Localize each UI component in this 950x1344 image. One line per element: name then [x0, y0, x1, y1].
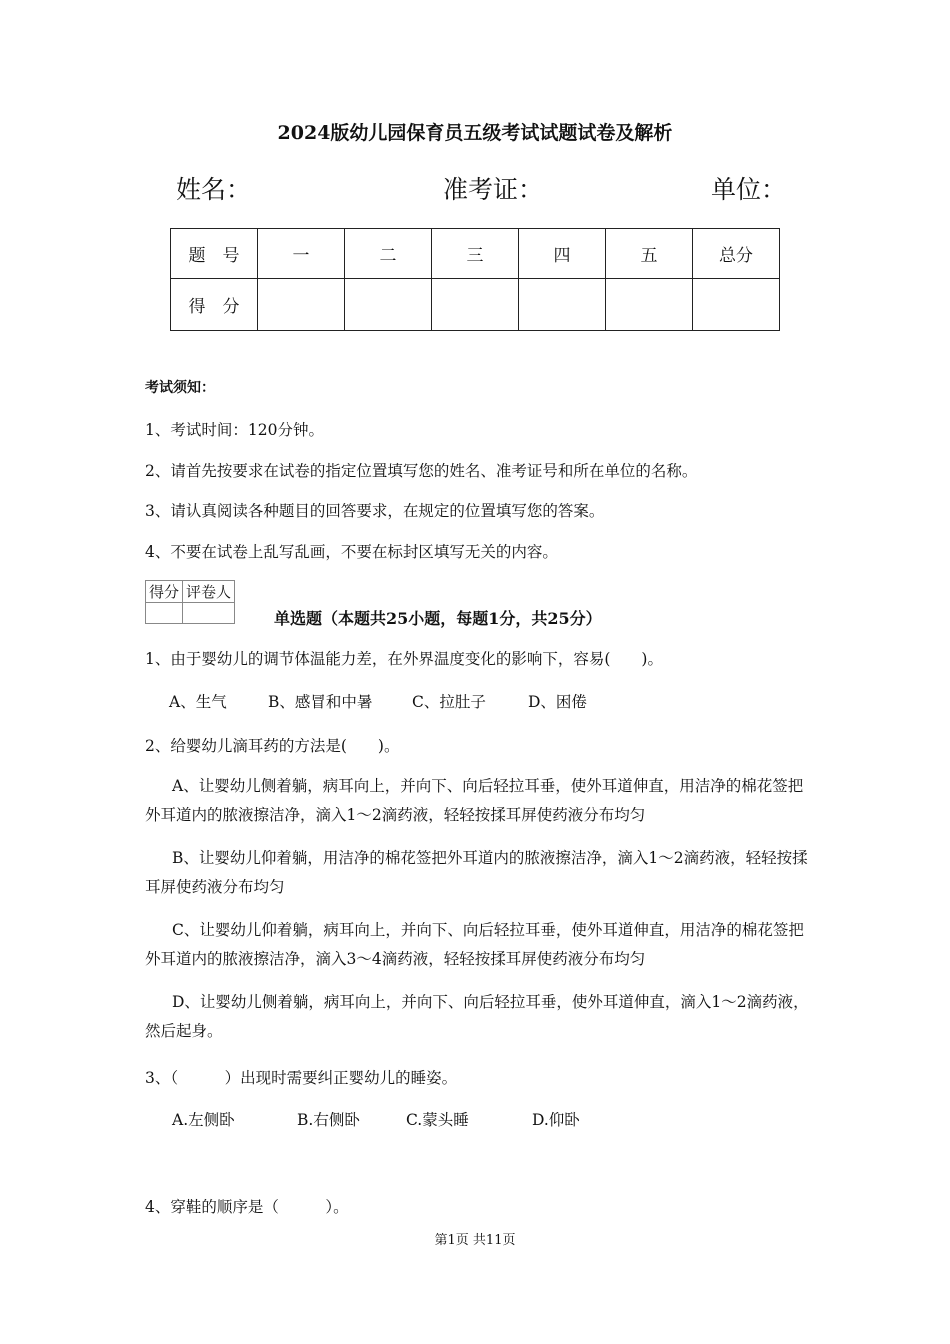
unit-field-label: 单位：	[711, 175, 787, 204]
document-title: 2024版幼儿园保育员五级考试试题试卷及解析	[277, 122, 673, 144]
question-stem: 4、穿鞋的顺序是（ ）。	[145, 1198, 349, 1216]
notice-item: 1、考试时间：120分钟。	[145, 421, 324, 439]
score-cell[interactable]	[345, 279, 432, 331]
score-table-score-row	[171, 279, 780, 331]
score-cell[interactable]	[519, 279, 606, 331]
answer-option: C、让婴幼儿仰着躺，病耳向上，并向下、向后轻拉耳垂，使外耳道伸直，用洁净的棉花签把外耳道内的脓液擦洁净，滴入3～4滴药液，轻轻按揉耳屏使药液分布均匀	[145, 921, 804, 968]
score-cell[interactable]	[693, 279, 780, 331]
score-table-header-cell: 总分	[693, 229, 780, 279]
score-table-header-row	[171, 229, 780, 279]
score-table-header-cell: 题 号	[171, 229, 258, 279]
score-table-header-cell: 四	[519, 229, 606, 279]
score-table-header-cell: 一	[258, 229, 345, 279]
question-stem: 3、（ ）出现时需要纠正婴幼儿的睡姿。	[145, 1069, 458, 1087]
exam-id-field-label: 准考证：	[443, 175, 544, 204]
answer-option: B、让婴幼儿仰着躺，用洁净的棉花签把外耳道内的脓液擦洁净，滴入1～2滴药液，轻轻按揉耳屏使药液分布均匀	[145, 849, 808, 896]
notice-item: 3、请认真阅读各种题目的回答要求，在规定的位置填写您的答案。	[145, 502, 605, 520]
answer-option: C.蒙头睡	[406, 1111, 469, 1129]
page-footer: 第1页 共11页	[434, 1233, 516, 1248]
section-title: 单选题（本题共25小题，每题1分，共25分）	[274, 609, 602, 628]
notice-item: 2、请首先按要求在试卷的指定位置填写您的姓名、准考证号和所在单位的名称。	[145, 462, 698, 480]
answer-option: A、生气	[169, 693, 227, 711]
notice-title: 考试须知：	[145, 380, 215, 396]
question-stem: 1、由于婴幼儿的调节体温能力差，在外界温度变化的影响下，容易( )。	[145, 650, 663, 668]
score-row-label: 得 分	[171, 279, 258, 331]
grader-name-label: 评卷人	[183, 581, 235, 603]
answer-option: B、感冒和中暑	[268, 693, 373, 711]
question-stem: 2、给婴幼儿滴耳药的方法是( )。	[145, 737, 400, 755]
notice-item: 4、不要在试卷上乱写乱画，不要在标封区填写无关的内容。	[145, 543, 558, 561]
score-table	[170, 228, 780, 331]
score-table-header-cell: 二	[345, 229, 432, 279]
score-cell[interactable]	[258, 279, 345, 331]
answer-option: D、困倦	[528, 693, 587, 711]
grader-score-label: 得分	[146, 581, 183, 603]
answer-option: C、拉肚子	[412, 693, 486, 711]
answer-option: D.仰卧	[532, 1111, 580, 1129]
score-table-header-cell: 五	[606, 229, 693, 279]
score-cell[interactable]	[432, 279, 519, 331]
answer-option: A.左侧卧	[172, 1111, 235, 1129]
name-field-label: 姓名：	[176, 175, 252, 204]
answer-option: D、让婴幼儿侧着躺，病耳向上，并向下、向后轻拉耳垂，使外耳道伸直，滴入1～2滴药液，然后起身。	[145, 993, 809, 1040]
grader-score-cell[interactable]	[146, 603, 183, 624]
score-table-header-cell: 三	[432, 229, 519, 279]
answer-option: A、让婴幼儿侧着躺，病耳向上，并向下、向后轻拉耳垂，使外耳道伸直，用洁净的棉花签把外耳道内的脓液擦洁净，滴入1～2滴药液，轻轻按揉耳屏使药液分布均匀	[145, 777, 804, 824]
grader-box	[145, 580, 235, 624]
answer-option: B.右侧卧	[297, 1111, 360, 1129]
grader-name-cell[interactable]	[183, 603, 235, 624]
score-cell[interactable]	[606, 279, 693, 331]
